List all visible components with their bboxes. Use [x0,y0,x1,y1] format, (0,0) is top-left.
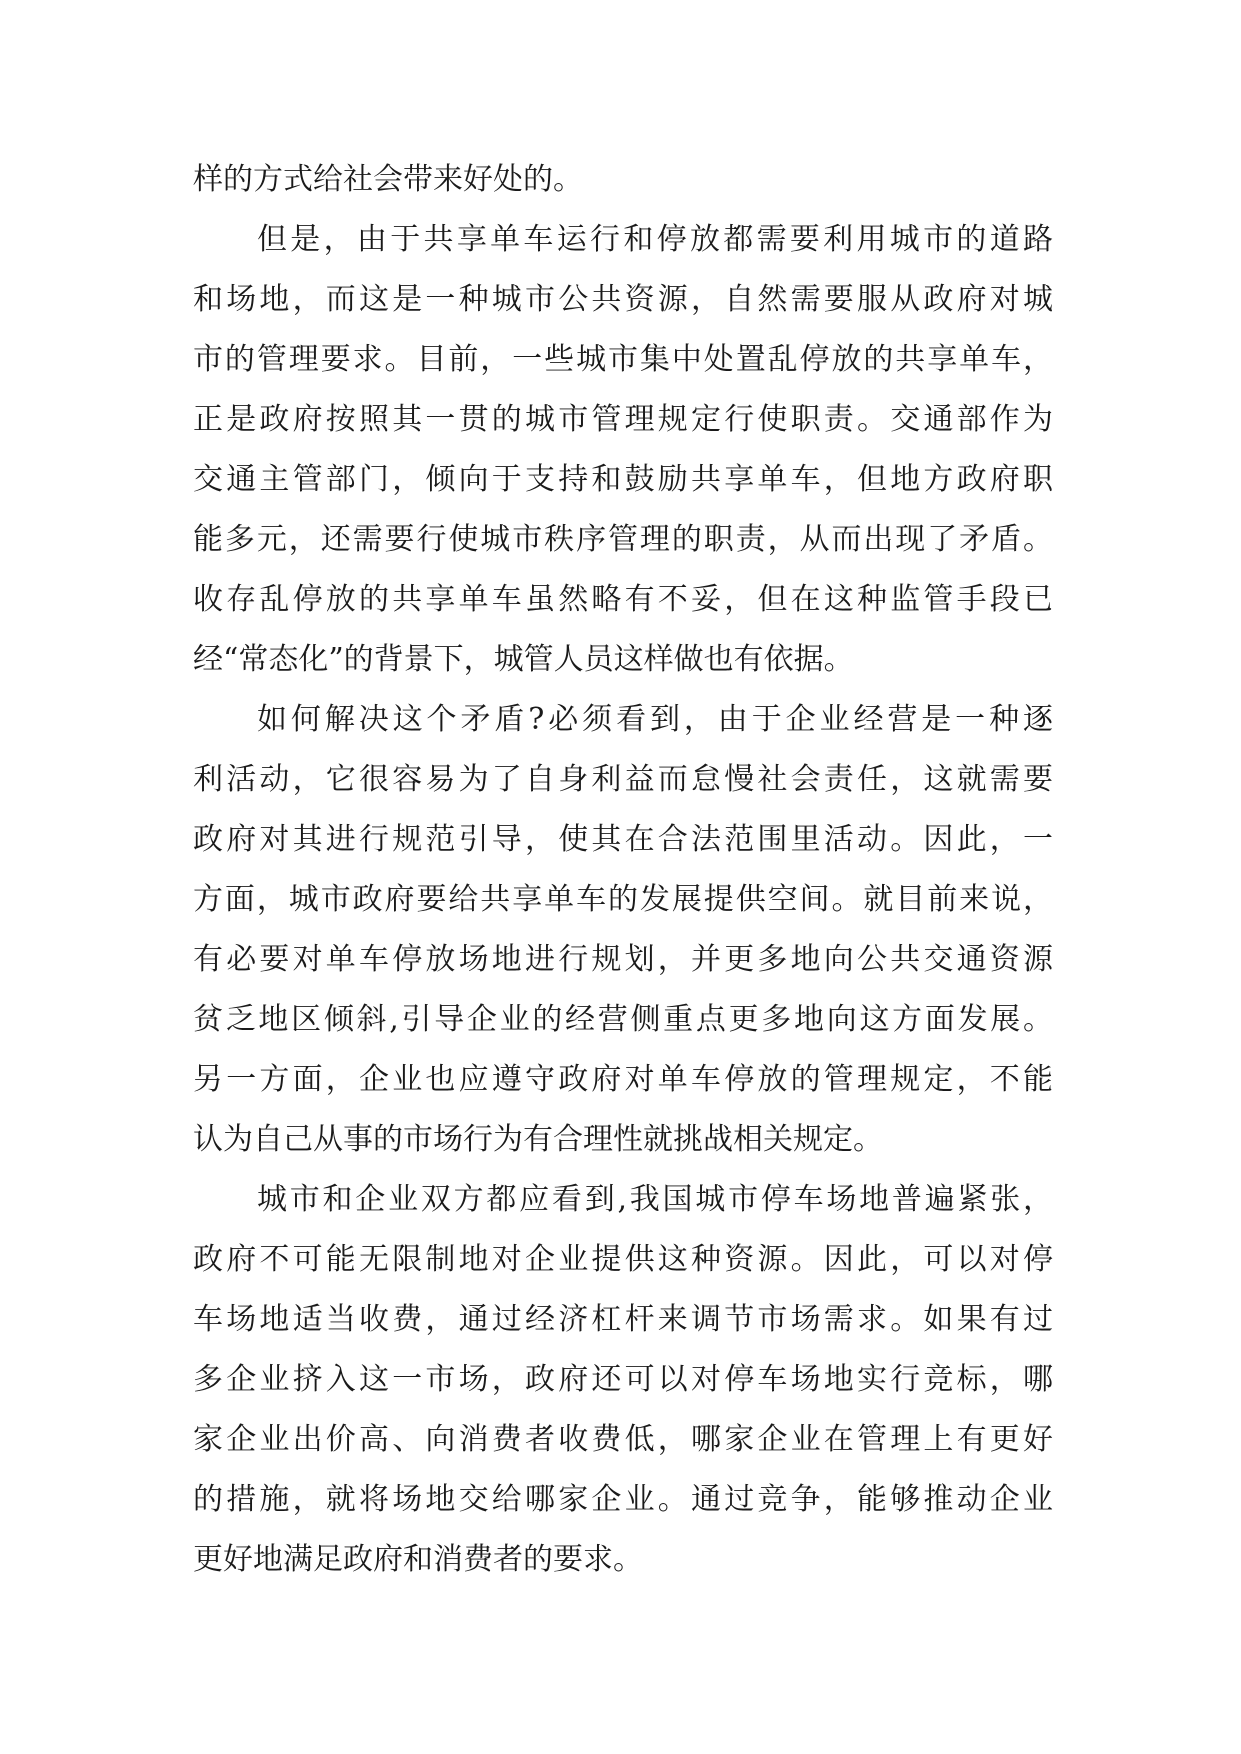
text-line: 贫乏地区倾斜,引导企业的经营侧重点更多地向这方面发展。 [193,1002,1053,1037]
text-line: 更好地满足政府和消费者的要求。 [193,1542,643,1577]
text-line: 交通主管部门，倾向于支持和鼓励共享单车，但地方政府职 [193,462,1053,497]
text-line: 样的方式给社会带来好处的。 [193,162,583,197]
text-line: 有必要对单车停放场地进行规划，并更多地向公共交通资源 [193,942,1053,977]
text-line: 利活动，它很容易为了自身利益而怠慢社会责任，这就需要 [193,762,1053,797]
text-line: 多企业挤入这一市场，政府还可以对停车场地实行竞标，哪 [193,1362,1053,1397]
text-line: 和场地，而这是一种城市公共资源，自然需要服从政府对城 [193,282,1053,317]
text-line: 方面，城市政府要给共享单车的发展提供空间。就目前来说， [193,882,1053,917]
text-line: 但是，由于共享单车运行和停放都需要利用城市的道路 [257,222,1053,257]
text-line: 政府不可能无限制地对企业提供这种资源。因此，可以对停 [193,1242,1053,1277]
text-line: 政府对其进行规范引导，使其在合法范围里活动。因此，一 [193,822,1053,857]
paragraph [193,150,1053,210]
text-line: 城市和企业双方都应看到,我国城市停车场地普遍紧张， [257,1182,1053,1217]
text-line: 家企业出价高、向消费者收费低，哪家企业在管理上有更好 [193,1422,1053,1457]
text-line: 认为自己从事的市场行为有合理性就挑战相关规定。 [193,1122,883,1157]
paragraph [193,690,1053,1170]
text-line: 收存乱停放的共享单车虽然略有不妥，但在这种监管手段已 [193,582,1053,617]
text-line: 经“常态化”的背景下，城管人员这样做也有依据。 [193,642,854,677]
text-line: 市的管理要求。目前，一些城市集中处置乱停放的共享单车， [193,342,1053,377]
text-line: 的措施，就将场地交给哪家企业。通过竞争，能够推动企业 [193,1482,1053,1517]
article-body [193,150,1053,1590]
text-line: 能多元，还需要行使城市秩序管理的职责，从而出现了矛盾。 [193,522,1053,557]
text-line: 车场地适当收费，通过经济杠杆来调节市场需求。如果有过 [193,1302,1053,1337]
text-line: 正是政府按照其一贯的城市管理规定行使职责。交通部作为 [193,402,1053,437]
text-line: 如何解决这个矛盾?必须看到，由于企业经营是一种逐 [257,702,1053,737]
paragraph [193,210,1053,690]
text-line: 另一方面，企业也应遵守政府对单车停放的管理规定，不能 [193,1062,1053,1097]
paragraph [193,1170,1053,1590]
